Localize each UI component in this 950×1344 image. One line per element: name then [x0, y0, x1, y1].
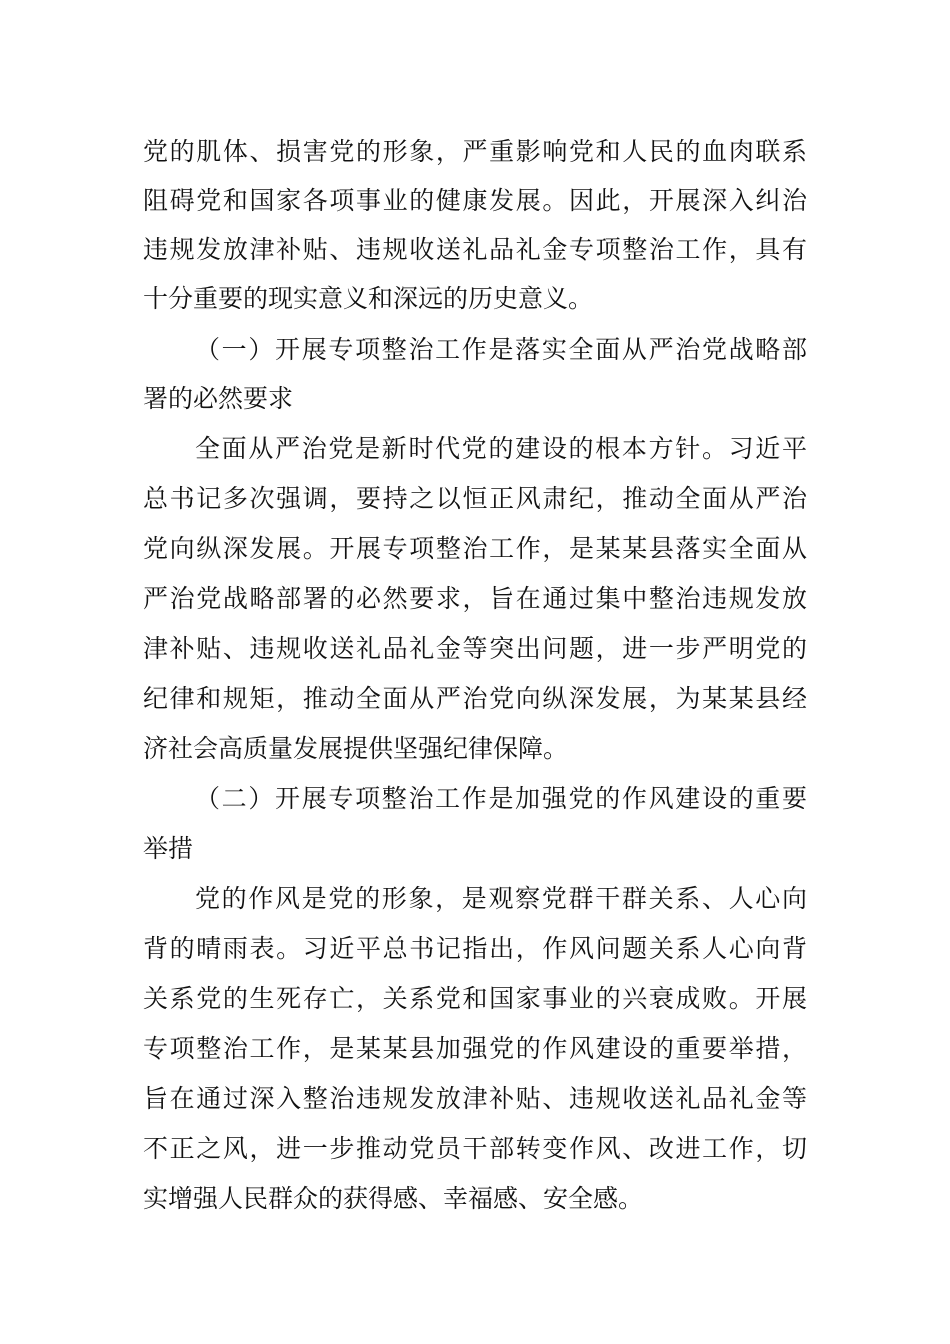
- paragraph-intro-line-1: 党的肌体、损害党的形象，严重影响党和人民的血肉联系: [143, 137, 807, 166]
- paragraph-body-1-line-5: 津补贴、违规收送礼品礼金等突出问题，进一步严明党的: [143, 634, 807, 663]
- paragraph-body-2-line-3: 关系党的生死存亡，关系党和国家事业的兴衰成败。开展: [143, 984, 807, 1013]
- paragraph-body-1-line-1: 全面从严治党是新时代党的建设的根本方针。习近平: [195, 434, 807, 463]
- paragraph-intro-line-4: 十分重要的现实意义和深远的历史意义。: [143, 284, 594, 313]
- section-heading-1-line-2: 署的必然要求: [143, 384, 294, 413]
- paragraph-body-1-line-6: 纪律和规矩，推动全面从严治党向纵深发展，为某某县经: [143, 684, 807, 713]
- paragraph-body-2-line-6: 不正之风，进一步推动党员干部转变作风、改进工作，切: [143, 1134, 807, 1163]
- paragraph-body-2-line-4: 专项整治工作，是某某县加强党的作风建设的重要举措，: [143, 1034, 807, 1063]
- paragraph-intro-line-2: 阻碍党和国家各项事业的健康发展。因此，开展深入纠治: [143, 186, 807, 215]
- paragraph-body-1-line-4: 严治党战略部署的必然要求，旨在通过集中整治违规发放: [143, 584, 807, 613]
- paragraph-body-1-line-3: 党向纵深发展。开展专项整治工作，是某某县落实全面从: [143, 534, 807, 563]
- paragraph-body-2-line-1: 党的作风是党的形象，是观察党群干群关系、人心向: [195, 884, 807, 913]
- section-heading-1-line-1: （一）开展专项整治工作是落实全面从严治党战略部: [195, 335, 807, 364]
- section-heading-2-line-2: 举措: [143, 834, 194, 863]
- paragraph-body-1-line-2: 总书记多次强调，要持之以恒正风肃纪，推动全面从严治: [143, 484, 807, 513]
- paragraph-body-2-line-7: 实增强人民群众的获得感、幸福感、安全感。: [143, 1184, 644, 1213]
- paragraph-body-2-line-5: 旨在通过深入整治违规发放津补贴、违规收送礼品礼金等: [143, 1084, 807, 1113]
- section-heading-2-line-1: （二）开展专项整治工作是加强党的作风建设的重要: [195, 784, 807, 813]
- paragraph-body-2-line-2: 背的晴雨表。习近平总书记指出，作风问题关系人心向背: [143, 934, 807, 963]
- paragraph-intro-line-3: 违规发放津补贴、违规收送礼品礼金专项整治工作，具有: [143, 235, 807, 264]
- paragraph-body-1-line-7: 济社会高质量发展提供坚强纪律保障。: [143, 734, 569, 763]
